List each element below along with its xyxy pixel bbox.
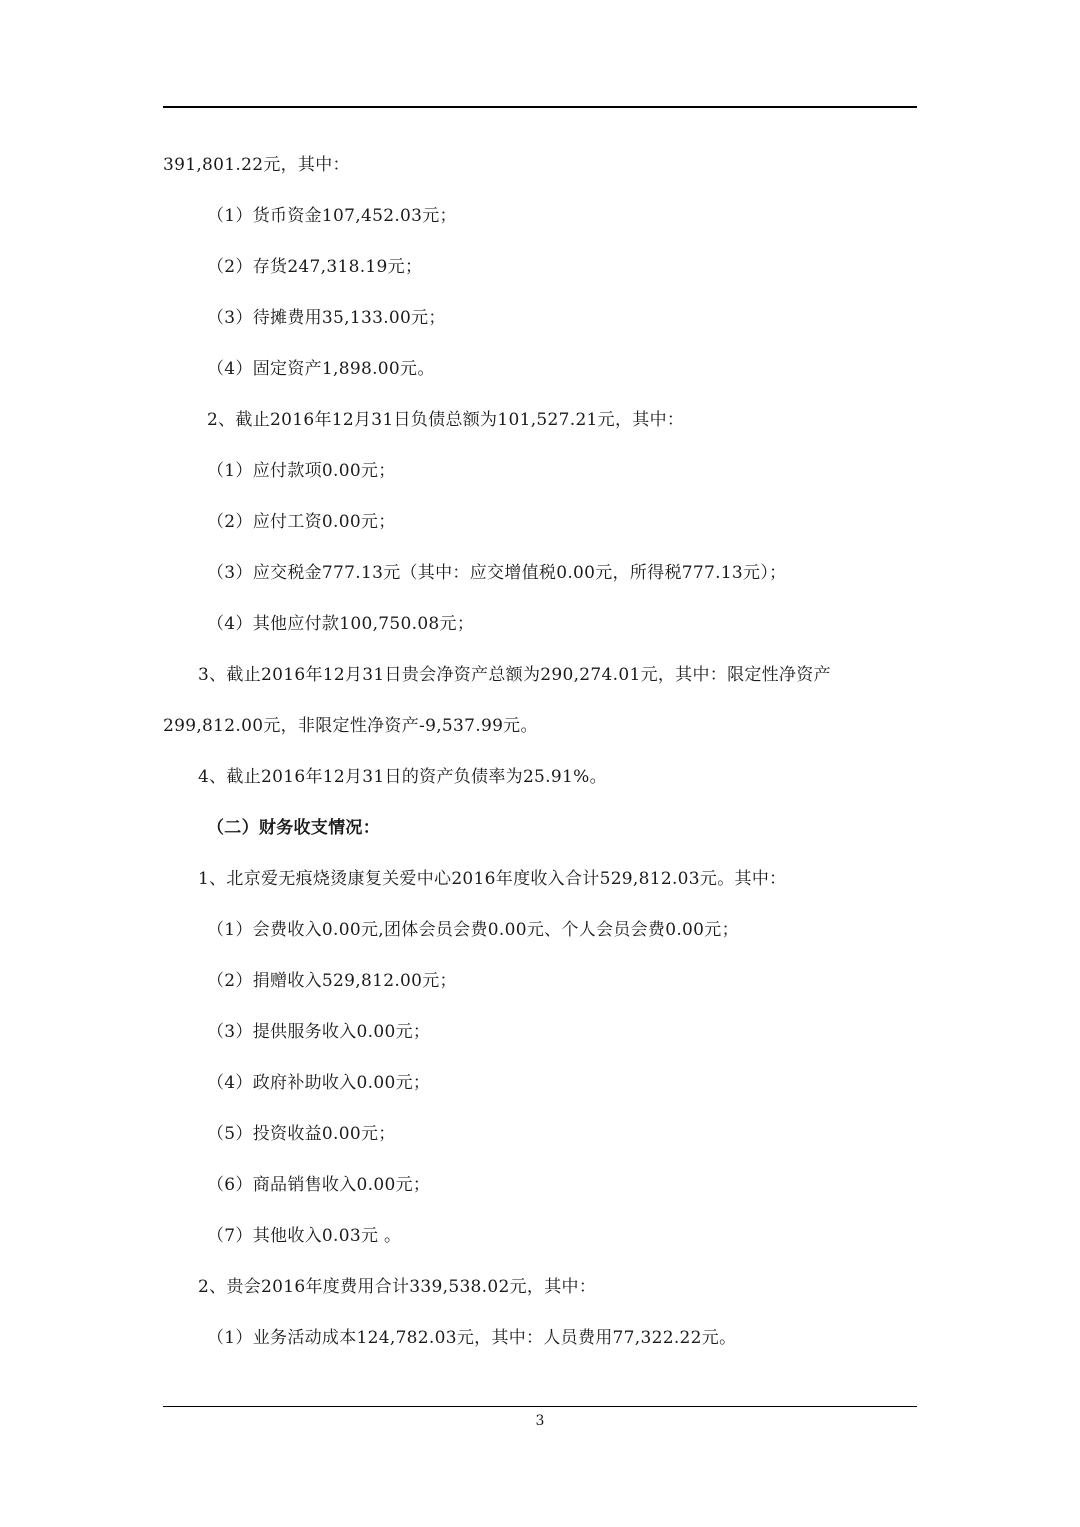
text-line-item: （6）商品销售收入0.00元；: [207, 1175, 431, 1195]
text-line-paragraph: 2、贵会2016年度费用合计339,538.02元，其中：: [198, 1277, 597, 1297]
footer-rule: [163, 1406, 917, 1407]
text-line-item: （3）提供服务收入0.00元；: [207, 1022, 431, 1042]
text-line-item: （1）货币资金107,452.03元；: [207, 206, 457, 226]
page-number: 3: [535, 1413, 545, 1429]
text-line-item: （3）待摊费用35,133.00元；: [207, 308, 446, 328]
text-line-continuation: 391,801.22元，其中：: [163, 155, 350, 175]
text-line-item: （1）会费收入0.00元,团体会员会费0.00元、个人会员会费0.00元；: [207, 920, 739, 940]
header-rule: [163, 106, 917, 108]
text-line-paragraph: 4、截止2016年12月31日的资产负债率为25.91%。: [198, 767, 607, 787]
text-line-continuation: 299,812.00元，非限定性净资产-9,537.99元。: [163, 716, 538, 736]
text-line-item: （1）应付款项0.00元；: [207, 461, 396, 481]
text-line-item: （3）应交税金777.13元（其中：应交增值税0.00元，所得税777.13元）；: [207, 563, 787, 583]
text-line-item: （2）存货247,318.19元；: [207, 257, 423, 277]
text-line-item: （4）固定资产1,898.00元。: [207, 359, 435, 379]
section-heading: （二）财务收支情况：: [207, 818, 380, 838]
text-line-item: （1）业务活动成本124,782.03元，其中：人员费用77,322.22元。: [207, 1328, 737, 1348]
text-line-item: （7）其他收入0.03元 。: [207, 1226, 402, 1246]
text-line-paragraph: 3、截止2016年12月31日贵会净资产总额为290,274.01元，其中：限定性净资产: [198, 665, 831, 685]
text-line-item: （2）捐赠收入529,812.00元；: [207, 971, 457, 991]
text-line-item: （4）政府补助收入0.00元；: [207, 1073, 431, 1093]
text-line-item: （2）应付工资0.00元；: [207, 512, 396, 532]
text-line-item: （5）投资收益0.00元；: [207, 1124, 396, 1144]
text-line-item: （4）其他应付款100,750.08元；: [207, 614, 475, 634]
text-line-paragraph: 1、北京爱无痕烧烫康复关爱中心2016年度收入合计529,812.03元。其中：: [198, 869, 787, 889]
text-line-paragraph: 2、截止2016年12月31日负债总额为101,527.21元，其中：: [207, 410, 685, 430]
